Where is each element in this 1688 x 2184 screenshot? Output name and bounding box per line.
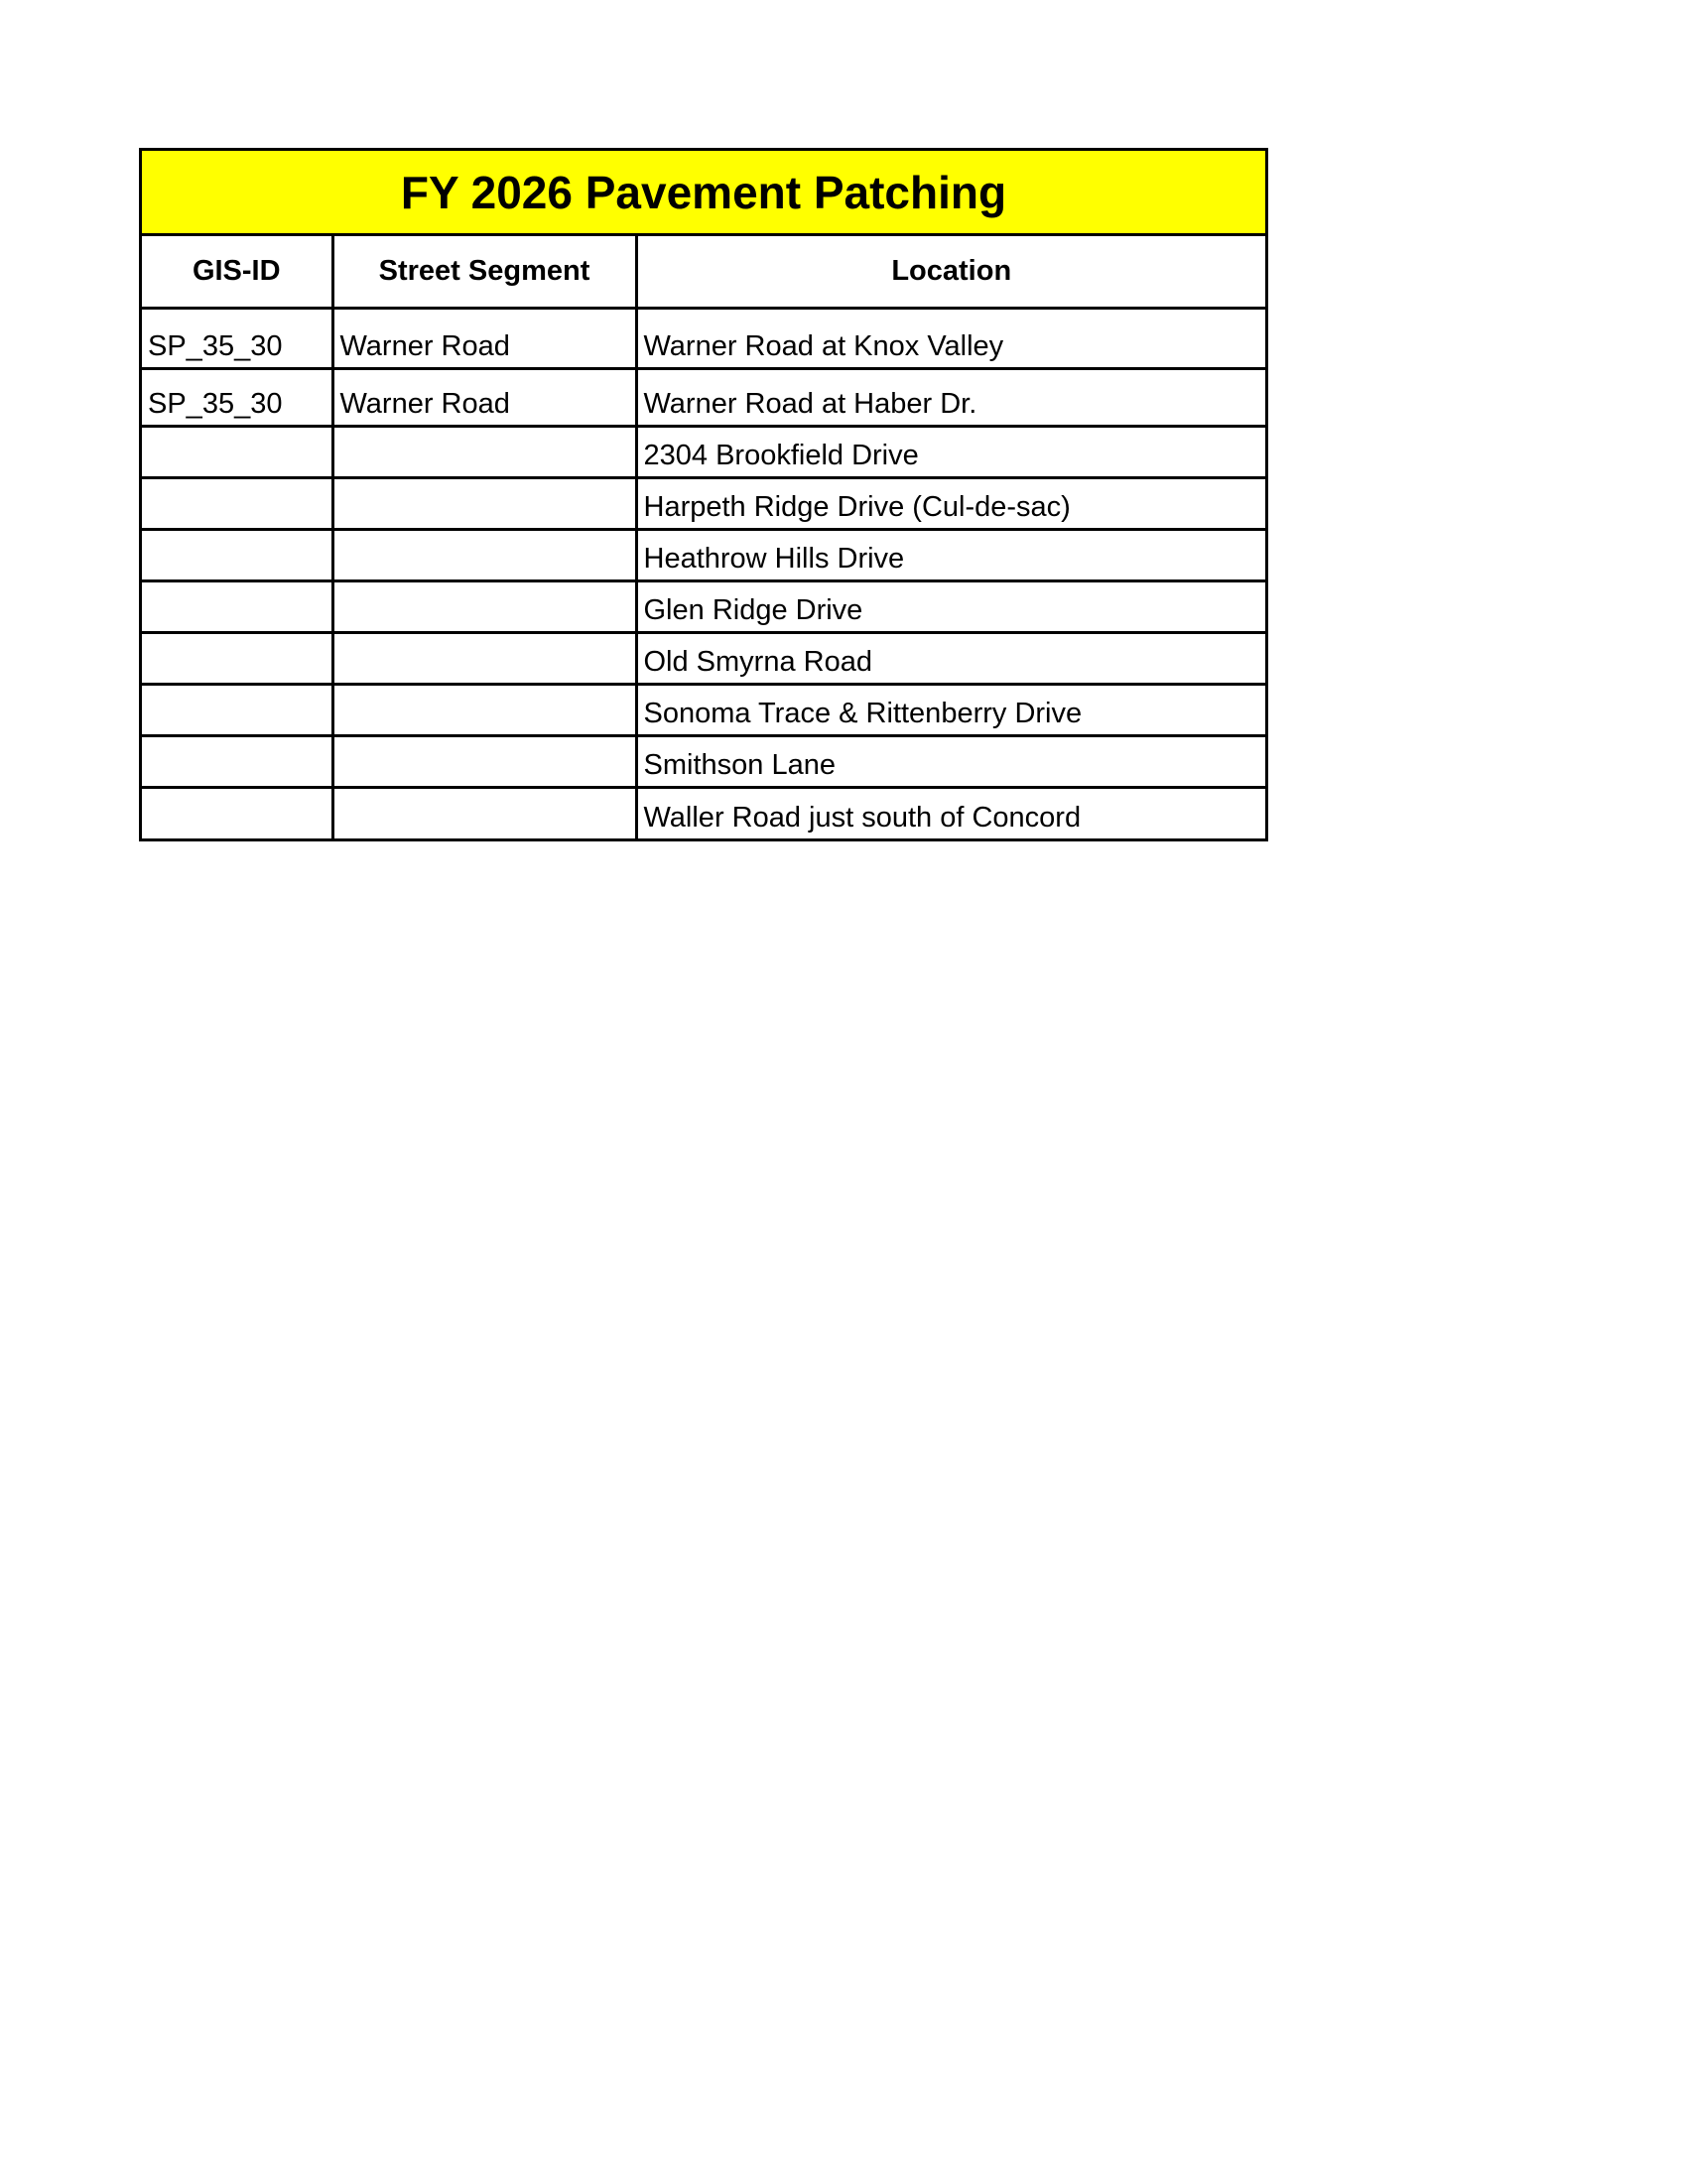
cell-location: Glen Ridge Drive [636, 580, 1265, 632]
patching-grid [142, 236, 1265, 838]
cell-gis-id [142, 477, 332, 529]
cell-location: Harpeth Ridge Drive (Cul-de-sac) [636, 477, 1265, 529]
header-row [142, 236, 1265, 308]
cell-street-segment [332, 684, 636, 735]
cell-gis-id [142, 426, 332, 477]
table-row [142, 426, 1265, 477]
cell-gis-id [142, 529, 332, 580]
table-row [142, 580, 1265, 632]
table-row [142, 632, 1265, 684]
table-title: FY 2026 Pavement Patching [142, 151, 1265, 236]
header-street-segment: Street Segment [332, 236, 636, 308]
cell-street-segment [332, 477, 636, 529]
cell-location: Old Smyrna Road [636, 632, 1265, 684]
cell-gis-id: SP_35_30 [142, 368, 332, 426]
cell-gis-id [142, 684, 332, 735]
table-row [142, 787, 1265, 838]
table-row [142, 529, 1265, 580]
cell-gis-id: SP_35_30 [142, 308, 332, 368]
cell-gis-id [142, 735, 332, 787]
cell-street-segment [332, 735, 636, 787]
table-row [142, 368, 1265, 426]
table-row [142, 477, 1265, 529]
cell-location: Waller Road just south of Concord [643, 802, 1082, 834]
table-row [142, 735, 1265, 787]
cell-gis-id [142, 787, 332, 838]
cell-street-segment [332, 529, 636, 580]
table-row [142, 684, 1265, 735]
cell-gis-id [142, 580, 332, 632]
header-location: Location [636, 236, 1265, 308]
cell-street-segment [332, 632, 636, 684]
cell-location: Smithson Lane [636, 735, 1265, 787]
cell-street-segment [332, 426, 636, 477]
cell-gis-id [142, 632, 332, 684]
header-gis-id: GIS-ID [142, 236, 332, 308]
cell-location: Warner Road at Haber Dr. [636, 368, 1265, 426]
table-row [142, 308, 1265, 368]
cell-location: Heathrow Hills Drive [636, 529, 1265, 580]
cell-street-segment: Warner Road [332, 368, 636, 426]
cell-location: 2304 Brookfield Drive [636, 426, 1265, 477]
cell-street-segment [332, 787, 636, 838]
patching-table [139, 148, 1268, 841]
cell-location: Warner Road at Knox Valley [636, 308, 1265, 368]
cell-location: Sonoma Trace & Rittenberry Drive [636, 684, 1265, 735]
cell-street-segment [332, 580, 636, 632]
cell-street-segment: Warner Road [332, 308, 636, 368]
